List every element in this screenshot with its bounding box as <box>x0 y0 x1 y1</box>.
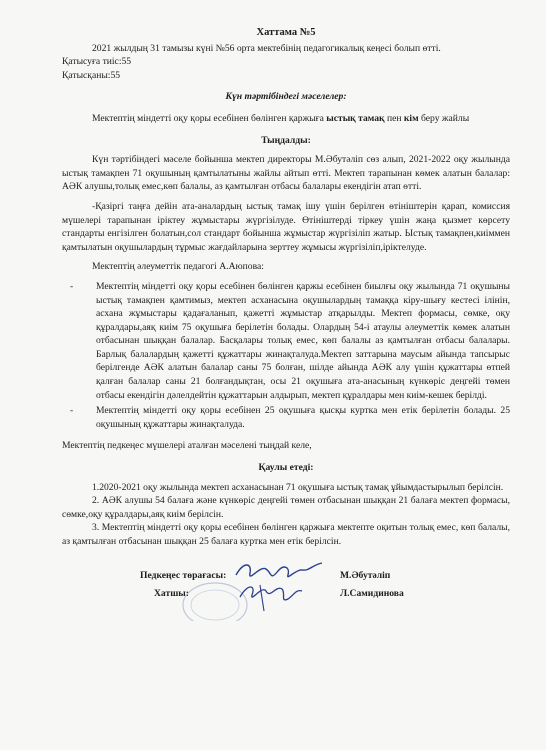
listened-heading: Тыңдалды: <box>261 134 311 146</box>
agenda-item-text: Мектептің міндетті оқу қоры есебінен бөлінген қаржыға <box>92 112 327 124</box>
list-item: - Мектептің міндетті оқу қоры есебінен 25 оқушыға қысқы куртка мен етік берілетін болады. 25 оқушының құжаттары жинақталуда. <box>96 404 510 431</box>
attendance-present: Қатысқаны:55 <box>62 69 121 81</box>
agenda-item-bold: ыстық тамақ <box>326 112 385 124</box>
closing-line: Мектептің педкеңес мүшелері аталған мәселені тыңдай келе, <box>62 440 312 452</box>
speaker-line: Мектептің әлеуметтік педагогі А.Аюпова: <box>92 261 264 273</box>
listened-paragraph-2: -Қазіргі таңға дейін ата-аналардың ыстық тамақ ішу үшін берілген өтініштерін қарап, комиссия мүшелері тарапынан іріктеу жұмыстары жүргізілуде. Өтініштерді тіркеу үшін жаңа қызмет көрсету стандарты енгізілген болатын,сол стандарт бойынша жұмыстар жүргізіліп жатыр. Ыстық тамақпен,киіммен қамтылатын оқушылардың тұрмыс жағдайларына зерттеу жұмысы жүргізіліп,іріктелуде. <box>62 200 510 253</box>
speaker-bullets <box>62 280 510 432</box>
agenda-item-tail: беру жайлы <box>418 112 470 124</box>
decision-item-2: 2. АӘК алушы 54 балаға және күнкөріс деңгейі төмен отбасынан шыққан 21 балаға мектеп формасы, сөмке,оқу құралдары,аяқ киім берілсін. <box>62 495 510 520</box>
attendance-total: Қатысуға тиіс:55 <box>62 56 132 68</box>
chair-label: Педкеңес төрағасы: <box>140 569 227 581</box>
protocol-intro: 2021 жылдың 31 тамызы күні №56 орта мектебінің педагогикалық кеңесі болып өтті. <box>92 42 441 54</box>
listened-paragraph-1: Күн тәртібіндегі мәселе бойынша мектеп директоры М.Әбутәліп сөз алып, 2021-2022 оқу жылында ыстық тамақпен 71 оқушының қамтылатыны жайлы айтып өтті. Мектеп тарапынан көмек алатын балалар: АӘК алушы,толық емес,көп балалы, аз қамтылған отбасы балалары екендігін атап өтті. <box>62 154 510 193</box>
decision-item-3: 3. Мектептің міндетті оқу қоры есебінен бөлінген қаржыға мектепте оқитын толық емес, көп балалы, аз қамтылған отбасынан шыққан 25 балаға куртка мен етік берілсін. <box>62 522 510 547</box>
signature-block <box>62 565 510 611</box>
signature-icon <box>230 555 330 613</box>
chair-name: М.Әбутәліп <box>340 569 391 581</box>
decision-item-1: 1.2020-2021 оқу жылында мектеп асханасынан 71 оқушыға ыстық тамақ ұйымдастырылып берілсін. <box>92 481 504 493</box>
agenda-heading: Күн тәртібіндегі мәселелер: <box>225 91 347 103</box>
protocol-title: Хаттама №5 <box>256 27 316 38</box>
decision-heading: Қаулы етеді: <box>258 462 314 474</box>
secretary-label: Хатшы: <box>154 587 189 599</box>
agenda-item-bold2: кім <box>403 112 419 124</box>
agenda-item-mid: пен <box>384 112 404 124</box>
secretary-name: Л.Самидинова <box>340 587 404 599</box>
list-item: - Мектептің міндетті оқу қоры есебінен бөлінген қаржы есебінен биылғы оқу жылында 71 оқушыны ыстық тамақпен қамтимыз, мектеп асханасына оқушылардың тамаққа кіру-шығу кестесі ілінін, асхана жұмыстары қадағаланып, қажетті жұмыстар атқарылды. Мектеп формасы, сөмке, оқу құралдары,аяқ киім 75 оқушыға берілетін болады. Олардың 54-і атаулы әлеуметтік көмек алатын отбасынан шыққан балалар. Басқалары толық емес, көп балалы аз қамтылған отбасы балалары. Барлық балалардың қажетті құжаттары жинақталуда.Мектеп заттарына маусым айында тапсырыс берілгенде АӘК алатын балалар саны 75 болған, шілде айында АӘК алу үшін құжаттары өтпей қалған балалар саны 21 болғандықтан, осы 21 оқушыға ата-анасының күнкөріс деңгейі төмен отбасы екендігін дәлелдейтін құжаттарын алдырып, мектеп құралдары мен киім-кешек берілді. <box>96 280 510 402</box>
agenda-item <box>62 112 510 126</box>
